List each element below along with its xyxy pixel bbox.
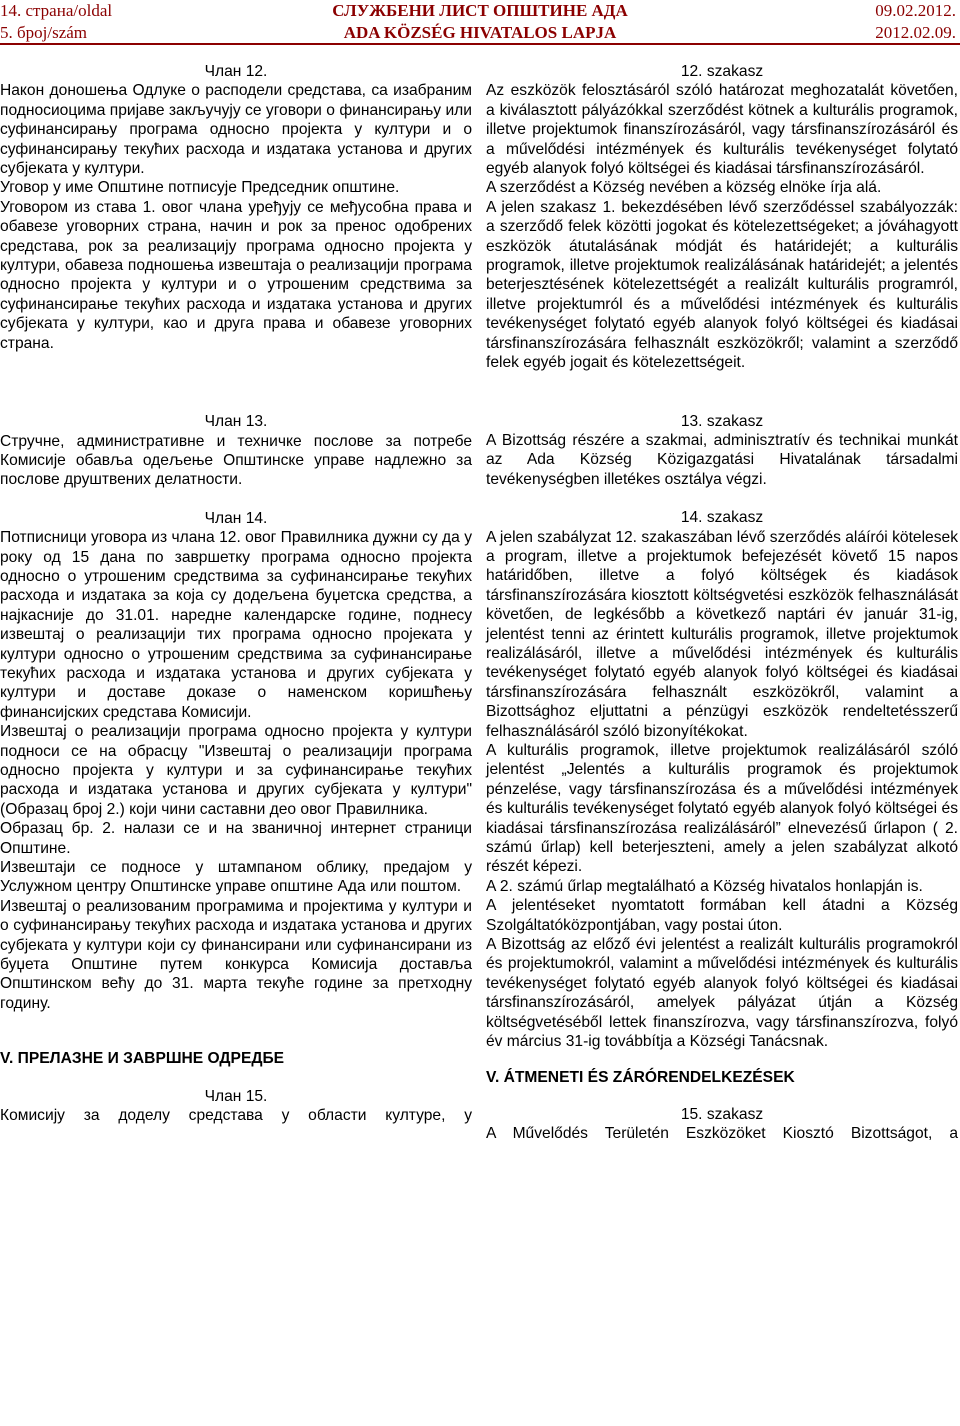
article-13-paragraph-1: A Bizottság részére a szakmai, adminisztratív és technikai munkát az Ada Község Közigazgatási Hivatalának társadalmi tevékenységben illetékes osztálya végzi.: [486, 431, 958, 488]
article-14-paragraph-2: Извештај о реализацији програма односно пројекта у култури подноси се на обрасцу "Извештај о реализацији програма односно пројекта у култури и за суфинансирање текућих расхода и издатака установа и других субјеката у култури" (Образац број 2.) који чини саставни део овог Правилника.: [0, 723, 472, 818]
article-13-paragraph-1: Стручне, административне и техничке послове за потребе Комисије обавља одељење Општинске управе надлежно за послове друштвених делатности.: [0, 432, 472, 489]
article-15-paragraph-1: Комисију за доделу средстава у области културе, у: [0, 1107, 472, 1125]
article-13-title: Члан 13.: [204, 413, 268, 431]
article-14-paragraph-5: A Bizottság az előző évi jelentést a realizált kulturális programokról és projektumokról, valamint a művelődési intézmények és kulturális tevékenységet folytató egyéb alanyok folyó költségei és kiadásai társfinanszírozásáról, amelyek pályázat útján a Község költségvetéséből lettek finanszírozva, vagy társfinanszírozva, folyó év március 31-ig továbbítja a Községi Tanácsnak.: [486, 936, 958, 1051]
article-15-paragraph-1: A Művelődés Területén Eszközöket Kiosztó Bizottságot, a: [486, 1125, 958, 1143]
article-12-paragraph-2: Уговор у име Општине потписује Председник општине.: [0, 179, 400, 197]
article-14-paragraph-3: A 2. számú űrlap megtalálható a Község hivatalos honlapján is.: [486, 877, 923, 895]
serbian-column: [0, 62, 472, 1126]
article-12-paragraph-2: A szerződést a Község nevében a község elnöke írja alá.: [486, 179, 882, 197]
article-14-paragraph-5: Извештај о реализованим програмима и пројектима у култури и о суфинансирању текућих расхода и издатака установа и других субјеката у култури који су финансирани или суфинансирани из буџета Општине путем конкурса Комисија доставља Општинском већу до 31. марта текуће године за претходну годину.: [0, 897, 472, 1012]
header-divider: [0, 43, 960, 45]
issue-date-serbian: 09.02.2012.: [875, 1, 956, 20]
article-15-title: Члан 15.: [204, 1087, 268, 1105]
page-header: [0, 0, 960, 44]
article-14-paragraph-1: A jelen szabályzat 12. szakaszában lévő szerződés aláírói kötelesek a program, illetve a projektumok befejezését követő 15 napos határidőben, illetve a folyó költségek és kiadások társfinanszírozására kiosztott költségvetési eszközök felhasználását követően, de legkésőbb a következő naptári év január 31-ig, jelentést tenni az érintett kulturális programok, illetve projektumok realizálásáról, illetve a művelődési intézmények és kulturális tevékenységet folytató egyéb alanyok folyó költségei és kiadásai társfinanszírozására felhasznált eszközökről, valamint a Bizottsághoz eljuttatni a pénzügyi eszközök rendeltetésszerű felhasználásáról szóló bizonyítékokat.: [486, 528, 958, 740]
hungarian-column: [486, 62, 958, 1144]
page-number: 14. страна/oldal: [0, 1, 113, 20]
article-12-paragraph-3: Уговором из става 1. овог члана уређују се међусобна права и обавезе уговорних страна, начин и рок за пренос одобрених средстава, рок за реализацију програма односно пројекта у култури, обавеза подношења извештаја о реализацији програма односно пројекта у култури и о утрошеним средствима за суфинансирање текућих расхода и издатака установа и других субјеката у култури, као и друга права и обавезе уговорних страна.: [0, 198, 472, 352]
article-14-paragraph-3: Образац бр. 2. налази се и на званичној интернет страници Општине.: [0, 820, 472, 857]
issue-date-hungarian: 2012.02.09.: [875, 23, 956, 42]
issue-number: 5. број/szám: [0, 23, 88, 42]
article-12-title: 12. szakasz: [680, 63, 764, 80]
article-14-paragraph-1: Потписници уговора из члана 12. овог Правилника дужни су да у року од 15 дана по завршетку програма односно пројекта односно о утрошеним средствима за суфинансирање текућих расхода и издатака за која су додељена буџетска средства, а најкасније до 31.01. наредне календарске године, поднесу извештај о реализацији тих програма односно пројеката у култури односно о утрошеним средствима за суфинансирање текућих расхода и издатака установа и других субјеката у култури и доставе доказе о наменском коришћењу финансијских средстава Комисији.: [0, 529, 472, 721]
gazette-title-hungarian: ADA KÖZSÉG HIVATALOS LAPJA: [343, 23, 617, 42]
section-5-heading: V. ÁTMENETI ÉS ZÁRÓRENDELKEZÉSEK: [486, 1068, 795, 1086]
article-12-title: Члан 12.: [204, 63, 268, 80]
article-12-paragraph-1: Након доношења Одлуке о расподели средстава, са изабраним подносиоцима пријаве закључују се уговори о финансирању или суфинансирању програма односно пројекта у култури и о суфинансирању текућих расхода и издатака установа и других субјеката у култури.: [0, 82, 472, 178]
article-14-title: 14. szakasz: [680, 509, 764, 527]
gazette-title-serbian: СЛУЖБЕНИ ЛИСТ ОПШТИНЕ АДА: [332, 1, 628, 20]
article-14-title: Члан 14.: [204, 509, 268, 527]
article-14-paragraph-2: A kulturális programok, illetve projektumok realizálásáról szóló jelentést „Jelentés a kulturális programok és projektumok pénzelése, vagy társfinanszírozása és a művelődési intézmények és kulturális tevékenységet folytató egyéb alanyok folyó költségei és kiadásai társfinanszírozása realizálásáról” elnevezésű űrlapon ( 2. számú űrlap) kell beterjeszteni, amely a jelen szabályzat alkotó részét képezi.: [486, 742, 958, 876]
article-12-paragraph-1: Az eszközök felosztásáról szóló határozat meghozatalát követően, a kiválasztott pályázókkal szerződést kötnek a kulturális programok, illetve projektumok finanszírozásáról, vagy társfinanszírozásáról és a művelődési intézmények és kulturális tevékenységet folytató egyéb alanyok folyó költségei és kiadásai társfinanszírozásáról.: [486, 82, 958, 178]
article-15-title: 15. szakasz: [680, 1105, 764, 1123]
article-14-paragraph-4: Извештаји се подносе у штампаном облику, предајом у Услужном центру Општинске управе општине Ада или поштом.: [0, 859, 472, 896]
article-13-title: 13. szakasz: [680, 412, 764, 430]
section-5-heading: V. ПРЕЛАЗНЕ И ЗАВРШНЕ ОДРЕДБЕ: [0, 1050, 285, 1068]
article-14-paragraph-4: A jelentéseket nyomtatott formában kell átadni a Község Szolgáltatóközpontjában, vagy postai úton.: [486, 897, 958, 934]
article-12-paragraph-3: A jelen szakasz 1. bekezdésében lévő szerződéssel szabályozzák: a szerződő felek közötti jogokat és kötelezettségeket; a jóváhagyott eszközök átutalásának módját és határidejét; a kulturális programok, illetve projektumok realizálásának határidejét; a jelentés beterjesztésének kötelezettségét a realizált kulturális programról, illetve projektumról és a művelődési intézmények és kulturális tevékenységet folytató egyéb alanyok folyó költségei és kiadásai társfinanszírozására felhasznált eszközökről; valamint a szerződő felek egyéb jogait és kötelezettségeit.: [486, 198, 958, 372]
